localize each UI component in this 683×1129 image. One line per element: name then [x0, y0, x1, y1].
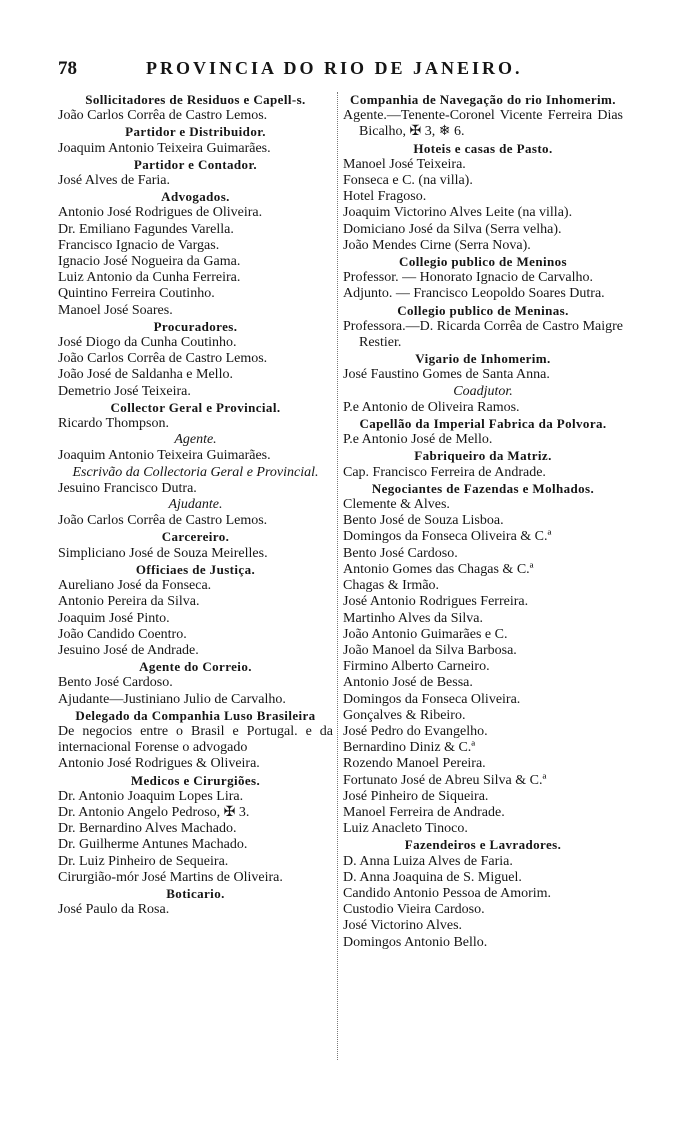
directory-entry: Clemente & Alves. [343, 497, 450, 513]
section-heading: Partidor e Distribuidor. [125, 124, 266, 140]
directory-entry: D. Anna Luiza Alves de Faria. [343, 853, 513, 869]
directory-entry: Antonio José Rodrigues & Oliveira. [58, 756, 260, 772]
directory-entry: José Pinheiro de Siqueira. [343, 788, 489, 804]
section-heading: Companhia de Navegação do rio Inhomerim. [350, 92, 616, 107]
directory-entry: D. Anna Joaquina de S. Miguel. [343, 869, 522, 885]
directory-entry: Manoel José Teixeira. [343, 156, 466, 172]
directory-entry: Dr. Guilherme Antunes Machado. [58, 837, 248, 853]
directory-entry: Bento José de Souza Lisboa. [343, 513, 504, 529]
section-heading: Capellão da Imperial Fabrica da Polvora. [359, 416, 607, 432]
directory-entry: Antonio Pereira da Silva. [58, 594, 200, 610]
section-heading: Partidor e Contador. [133, 156, 258, 172]
directory-entry: P.e Antonio José de Mello. [343, 432, 493, 448]
directory-entry: Domingos Antonio Bello. [343, 934, 488, 950]
directory-entry: Bento José Cardoso. [58, 675, 173, 691]
page-number: 78 [58, 58, 77, 79]
directory-entry: José Paulo da Rosa. [58, 902, 170, 918]
section-heading: Fabriqueiro da Matriz. [414, 448, 552, 464]
directory-entry: João Mendes Cirne (Serra Nova). [343, 237, 531, 253]
directory-entry: João Carlos Corrêa de Castro Lemos. [58, 108, 268, 124]
directory-entry: Ajudante—Justiniano Julio de Carvalho. [58, 691, 286, 707]
section-heading: Sollicitadores de Residuos e Capell-s. [85, 92, 306, 107]
directory-entry: José Faustino Gomes de Santa Anna. [343, 367, 550, 383]
directory-entry: João Manoel da Silva Barbosa. [343, 642, 517, 658]
directory-entry: Quintino Ferreira Coutinho. [58, 286, 215, 302]
section-heading: Collector Geral e Provincial. [110, 399, 281, 415]
directory-entry: João José de Saldanha e Mello. [58, 367, 233, 383]
section-heading: Medicos e Cirurgiões. [130, 772, 261, 788]
directory-entry: Bernardino Diniz & C.ª [343, 740, 476, 756]
directory-entry: Bento José Cardoso. [343, 545, 458, 561]
section-heading: Vigario de Inhomerim. [415, 351, 551, 367]
directory-entry: Cirurgião-mór José Martins de Oliveira. [58, 869, 283, 885]
subsection-heading: Agente. [174, 432, 217, 448]
directory-entry: José Pedro do Evangelho. [343, 723, 488, 739]
directory-entry: Ricardo Thompson. [58, 416, 169, 432]
directory-entry: José Alves de Faria. [58, 173, 170, 189]
directory-entry: Professora.—D. Ricarda Corrêa de Castro Maigre Restier. [343, 318, 623, 351]
directory-entry: Luiz Anacleto Tinoco. [343, 821, 468, 837]
directory-entry: Joaquim Antonio Teixeira Guimarães. [58, 448, 271, 464]
directory-entry: P.e Antonio de Oliveira Ramos. [343, 399, 520, 415]
directory-entry: Simpliciano José de Souza Meirelles. [58, 545, 268, 561]
directory-entry: Joaquim José Pinto. [58, 610, 170, 626]
directory-entry: Cap. Francisco Ferreira de Andrade. [343, 464, 546, 480]
section-heading: Procuradores. [153, 318, 238, 334]
section-heading: Hoteis e casas de Pasto. [413, 140, 553, 156]
directory-entry: Hotel Fragoso. [343, 189, 427, 205]
directory-entry: Professor. — Honorato Ignacio de Carvalho. [343, 270, 593, 286]
running-title: PROVINCIA DO RIO DE JANEIRO. [146, 58, 523, 78]
directory-entry: Candido Antonio Pessoa de Amorim. [343, 885, 552, 901]
directory-entry: Antonio José Rodrigues de Oliveira. [58, 205, 263, 221]
directory-entry: Francisco Ignacio de Vargas. [58, 237, 220, 253]
directory-entry: Dr. Emiliano Fagundes Varella. [58, 221, 234, 237]
directory-entry: Antonio Gomes das Chagas & C.ª [343, 561, 534, 577]
right-column [343, 92, 623, 951]
section-heading: Collegio publico de Meninos [399, 254, 567, 270]
subsection-heading: Ajudante. [168, 497, 223, 513]
directory-entry: Custodio Vieira Cardoso. [343, 902, 485, 918]
text-paragraph: De negocios entre o Brasil e Portugal. e da internacional Forense o advogado [58, 723, 333, 756]
page-header [58, 58, 618, 86]
subsection-heading: Coadjutor. [453, 383, 513, 399]
directory-entry: Agente.—Tenente-Coronel Vicente Ferreira Dias Bicalho, ✠ 3, ❄ 6. [343, 108, 623, 140]
directory-entry: Luiz Antonio da Cunha Ferreira. [58, 270, 241, 286]
directory-entry: Manoel Ferreira de Andrade. [343, 804, 505, 820]
column-divider [337, 92, 338, 1060]
directory-entry: Joaquim Victorino Alves Leite (na villa). [343, 205, 573, 221]
directory-entry: Adjunto. — Francisco Leopoldo Soares Dutra. [343, 286, 605, 302]
directory-entry: Fonseca e C. (na villa). [343, 173, 473, 189]
section-heading: Fazendeiros e Lavradores. [404, 837, 562, 853]
directory-entry: Jesuino Francisco Dutra. [58, 480, 197, 496]
directory-entry: Manoel José Soares. [58, 302, 173, 318]
directory-entry: João Carlos Corrêa de Castro Lemos. [58, 351, 268, 367]
directory-entry: Dr. Antonio Angelo Pedroso, ✠ 3. [58, 804, 250, 820]
directory-entry: José Diogo da Cunha Coutinho. [58, 335, 237, 351]
directory-entry: Demetrio José Teixeira. [58, 383, 191, 399]
directory-entry: João Candido Coentro. [58, 626, 187, 642]
section-heading: Officiaes de Justiça. [135, 561, 256, 577]
directory-entry: Dr. Bernardino Alves Machado. [58, 821, 237, 837]
subsection-heading: Escrivão da Collectoria Geral e Provincial. [72, 464, 319, 480]
section-heading: Collegio publico de Meninas. [397, 302, 569, 318]
directory-entry: José Victorino Alves. [343, 918, 463, 934]
directory-entry: Rozendo Manoel Pereira. [343, 756, 486, 772]
directory-entry: João Carlos Corrêa de Castro Lemos. [58, 513, 268, 529]
left-column [58, 92, 333, 918]
directory-entry: José Antonio Rodrigues Ferreira. [343, 594, 529, 610]
directory-entry: João Antonio Guimarães e C. [343, 626, 508, 642]
directory-entry: Fortunato José de Abreu Silva & C.ª [343, 772, 547, 788]
directory-entry: Dr. Antonio Joaquim Lopes Lira. [58, 788, 244, 804]
section-heading: Delegado da Companhia Luso Brasileira [75, 707, 316, 723]
directory-entry: Domingos da Fonseca Oliveira & C.ª [343, 529, 552, 545]
directory-entry: Jesuino José de Andrade. [58, 642, 199, 658]
section-heading: Boticario. [166, 885, 225, 901]
directory-entry: Chagas & Irmão. [343, 578, 440, 594]
directory-entry: Gonçalves & Ribeiro. [343, 707, 466, 723]
directory-entry: Domiciano José da Silva (Serra velha). [343, 221, 562, 237]
section-heading: Advogados. [161, 189, 230, 205]
directory-entry: Aureliano José da Fonseca. [58, 578, 212, 594]
directory-entry: Dr. Luiz Pinheiro de Sequeira. [58, 853, 229, 869]
section-heading: Negociantes de Fazendas e Molhados. [371, 480, 595, 496]
directory-entry: Ignacio José Nogueira da Gama. [58, 254, 241, 270]
section-heading: Agente do Correio. [139, 659, 252, 675]
directory-entry: Domingos da Fonseca Oliveira. [343, 691, 521, 707]
section-heading: Carcereiro. [161, 529, 230, 545]
directory-entry: Antonio José de Bessa. [343, 675, 473, 691]
directory-entry: Joaquim Antonio Teixeira Guimarães. [58, 140, 271, 156]
directory-entry: Firmino Alberto Carneiro. [343, 659, 490, 675]
directory-entry: Martinho Alves da Silva. [343, 610, 483, 626]
